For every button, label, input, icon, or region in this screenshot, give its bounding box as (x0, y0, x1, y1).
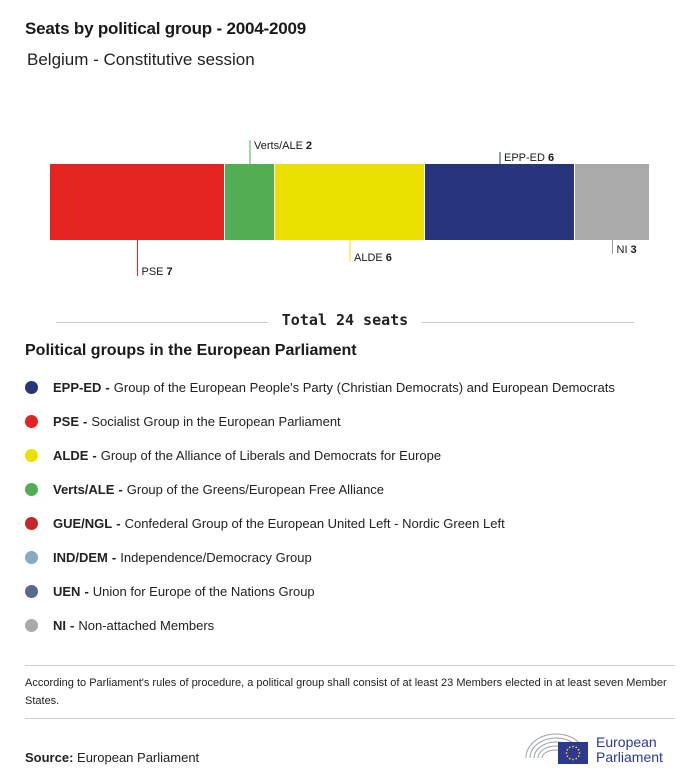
eu-star-icon (569, 746, 571, 748)
segment-label-name: ALDE (354, 252, 383, 264)
legend-abbr: NI (53, 617, 66, 633)
european-parliament-logo (524, 728, 684, 768)
chart-title: Seats by political group - 2004-2009 (25, 19, 306, 38)
segment-label-value: 2 (305, 140, 313, 152)
legend-description: Group of the Alliance of Liberals and Democrats for Europe (100, 447, 442, 463)
bar-segment-verts-ale (225, 164, 274, 240)
legend-item (25, 574, 685, 608)
eu-star-icon (569, 758, 571, 760)
logo-line-1: European (596, 734, 657, 750)
legend-item (25, 404, 685, 438)
legend (25, 370, 685, 642)
legend-item (25, 506, 685, 540)
logo-wordmark (596, 735, 663, 765)
segment-label-value: 3 (630, 244, 637, 256)
bar-segment-alde (275, 164, 424, 240)
legend-description: Group of the European People's Party (Christian Democrats) and European Democrats (113, 379, 615, 395)
legend-abbr: Verts/ALE (53, 481, 115, 497)
bar-segment-pse (50, 164, 224, 240)
total-seats (56, 311, 634, 333)
legend-separator: - (105, 379, 110, 395)
legend-color-dot (25, 551, 38, 564)
legend-abbr: UEN (53, 583, 81, 599)
legend-description: Socialist Group in the European Parliament (91, 413, 341, 429)
eu-star-icon (572, 746, 574, 748)
bar-segment-ni (575, 164, 649, 240)
segment-label-value: 6 (385, 252, 392, 264)
segment-label (142, 266, 173, 278)
legend-color-dot (25, 483, 38, 496)
eu-star-icon (566, 749, 568, 751)
legend-item (25, 608, 685, 642)
segment-label-name: EPP-ED (504, 152, 545, 164)
legend-title: Political groups in the European Parliament (25, 342, 357, 359)
legend-abbr: EPP-ED (53, 379, 102, 395)
footnote: According to Parliament's rules of procedure, a political group shall consist of at least 23 Members elected in at least seven Member States. (25, 677, 667, 707)
legend-description: Group of the Greens/European Free Alliance (126, 481, 385, 497)
note-top-divider (25, 665, 675, 666)
source (25, 750, 199, 765)
legend-item (25, 472, 685, 506)
legend-separator: - (111, 549, 117, 565)
legend-separator: - (116, 515, 121, 531)
segment-label-name: NI (616, 244, 628, 256)
eu-star-icon (572, 759, 574, 761)
legend-separator: - (84, 583, 89, 599)
legend-description: Non-attached Members (78, 617, 215, 633)
legend-description: Union for Europe of the Nations Group (92, 583, 315, 599)
legend-separator: - (92, 447, 97, 463)
legend-color-dot (25, 585, 38, 598)
legend-description: Independence/Democracy Group (120, 549, 312, 565)
segment-label-value: 6 (547, 152, 555, 164)
stacked-bar-chart (0, 130, 700, 290)
legend-color-dot (25, 619, 38, 632)
segment-label-value: 7 (166, 266, 173, 278)
eu-star-icon (578, 749, 580, 751)
segment-label (617, 244, 637, 256)
eu-star-icon (575, 746, 577, 748)
legend-item (25, 540, 685, 574)
source-label: Source: (25, 750, 74, 765)
legend-color-dot (25, 381, 38, 394)
eu-flag-icon (558, 742, 588, 764)
legend-color-dot (25, 415, 38, 428)
segment-label-name: Verts/ALE (254, 140, 303, 152)
source-value: European Parliament (77, 750, 200, 765)
legend-abbr: PSE (53, 413, 80, 429)
legend-description: Confederal Group of the European United Left - Nordic Green Left (124, 515, 505, 531)
segment-label (504, 152, 554, 164)
bar-segment-epp-ed (425, 164, 574, 240)
total-seats-label: Total 24 seats (268, 311, 422, 329)
segment-label (354, 252, 392, 264)
legend-color-dot (25, 449, 38, 462)
legend-separator: - (70, 617, 75, 633)
eu-star-icon (566, 755, 568, 757)
legend-abbr: ALDE (53, 447, 89, 463)
legend-abbr: IND/DEM (53, 549, 108, 565)
note-bottom-divider (25, 718, 675, 719)
legend-item (25, 370, 685, 404)
legend-color-dot (25, 517, 38, 530)
legend-separator: - (118, 481, 123, 497)
segment-label-name: PSE (141, 266, 164, 278)
legend-abbr: GUE/NGL (53, 515, 113, 531)
eu-star-icon (566, 752, 568, 754)
eu-star-icon (579, 752, 581, 754)
hemicycle-icon (524, 728, 594, 768)
segment-label (254, 140, 312, 152)
chart-subtitle: Belgium - Constitutive session (27, 50, 255, 69)
legend-separator: - (83, 413, 88, 429)
eu-star-icon (575, 758, 577, 760)
legend-item (25, 438, 685, 472)
logo-line-2: Parliament (596, 749, 663, 765)
eu-star-icon (578, 755, 580, 757)
